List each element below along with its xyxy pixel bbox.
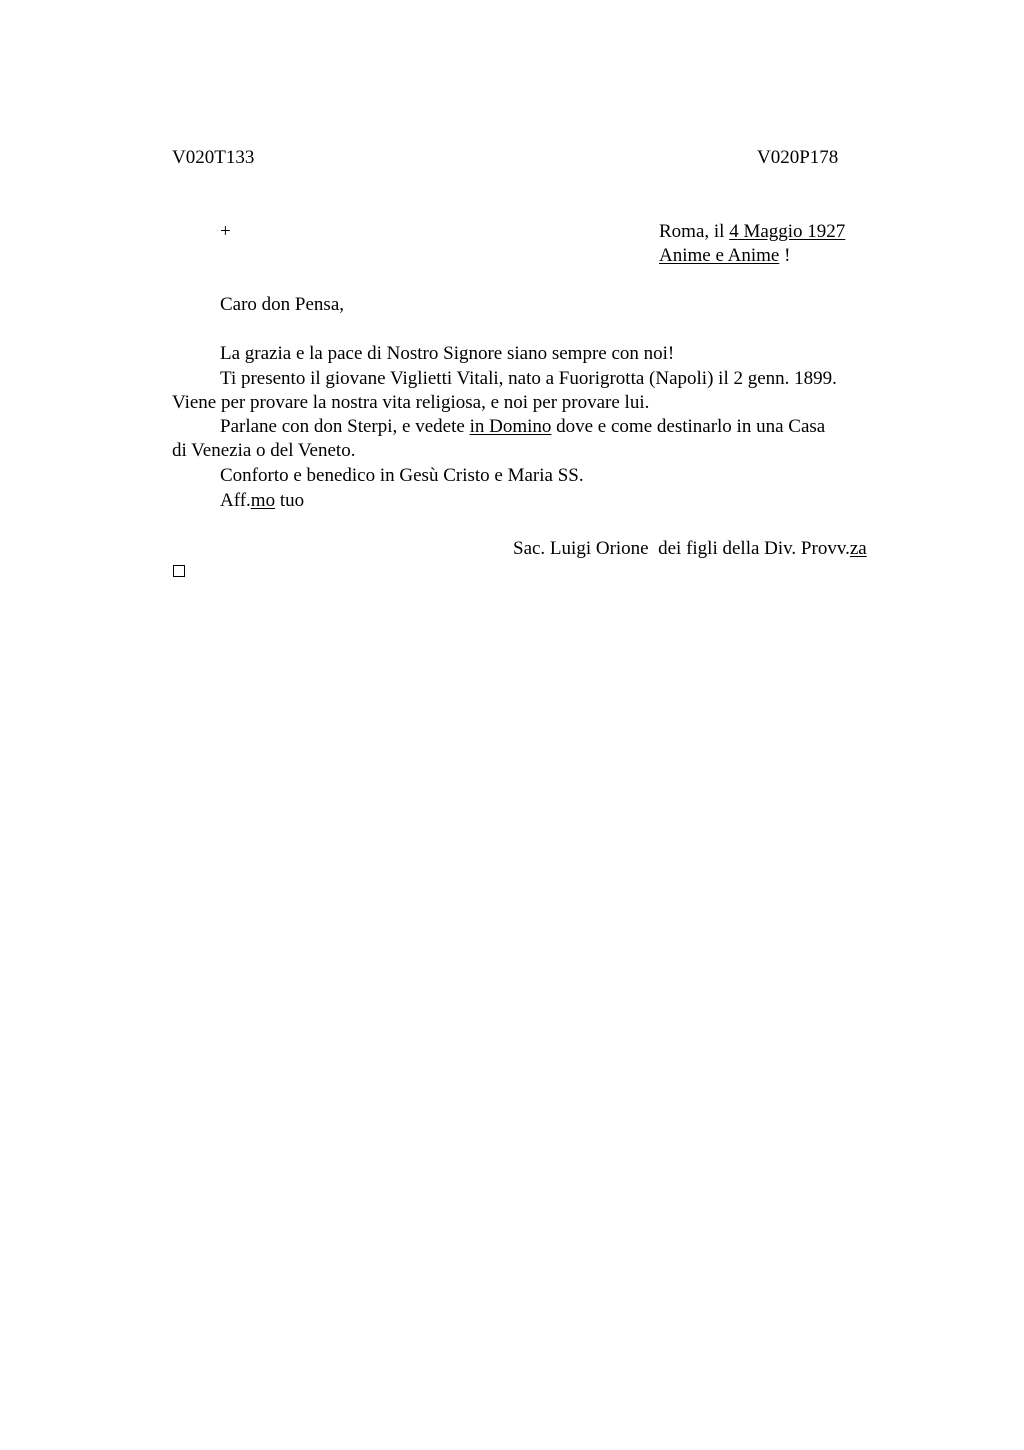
- paragraph-2-line-2: Viene per provare la nostra vita religiosa, e noi per provare lui.: [172, 392, 650, 413]
- para3-suffix: dove e come destinarlo in una Casa: [551, 416, 826, 437]
- motto: Anime e Anime: [659, 245, 780, 266]
- motto-line: [659, 244, 790, 268]
- closing-suffix: tuo: [275, 490, 305, 511]
- closing-prefix: Aff.: [220, 490, 251, 511]
- letter-date: 4 Maggio 1927: [729, 221, 846, 242]
- salutation: Caro don Pensa,: [220, 294, 345, 315]
- paragraph-3-line-2: di Venezia o del Veneto.: [172, 440, 356, 461]
- para3-in-domino: in Domino: [469, 416, 552, 437]
- paragraph-3-line-1: [220, 415, 825, 439]
- header-right-code: V020P178: [757, 147, 839, 168]
- cross-symbol: +: [220, 221, 231, 242]
- paragraph-2-line-1: Ti presento il giovane Viglietti Vitali, nato a Fuorigrotta (Napoli) il 2 genn. 1899.: [220, 368, 837, 389]
- signature-main: Sac. Luigi Orione dei figli della Div. Provv.: [513, 538, 850, 559]
- closing: [220, 489, 304, 513]
- closing-underlined: mo: [250, 490, 276, 511]
- checkbox-square-icon: [173, 565, 185, 577]
- paragraph-1: La grazia e la pace di Nostro Signore siano sempre con noi!: [220, 343, 675, 364]
- motto-suffix: !: [779, 245, 791, 266]
- place-date: [659, 220, 845, 244]
- signature: [513, 537, 867, 561]
- place-date-prefix: Roma, il: [659, 221, 730, 242]
- paragraph-4: Conforto e benedico in Gesù Cristo e Maria SS.: [220, 465, 584, 486]
- header-left-code: V020T133: [172, 147, 255, 168]
- para3-prefix: Parlane con don Sterpi, e vedete: [220, 416, 470, 437]
- signature-underlined: za: [849, 538, 867, 559]
